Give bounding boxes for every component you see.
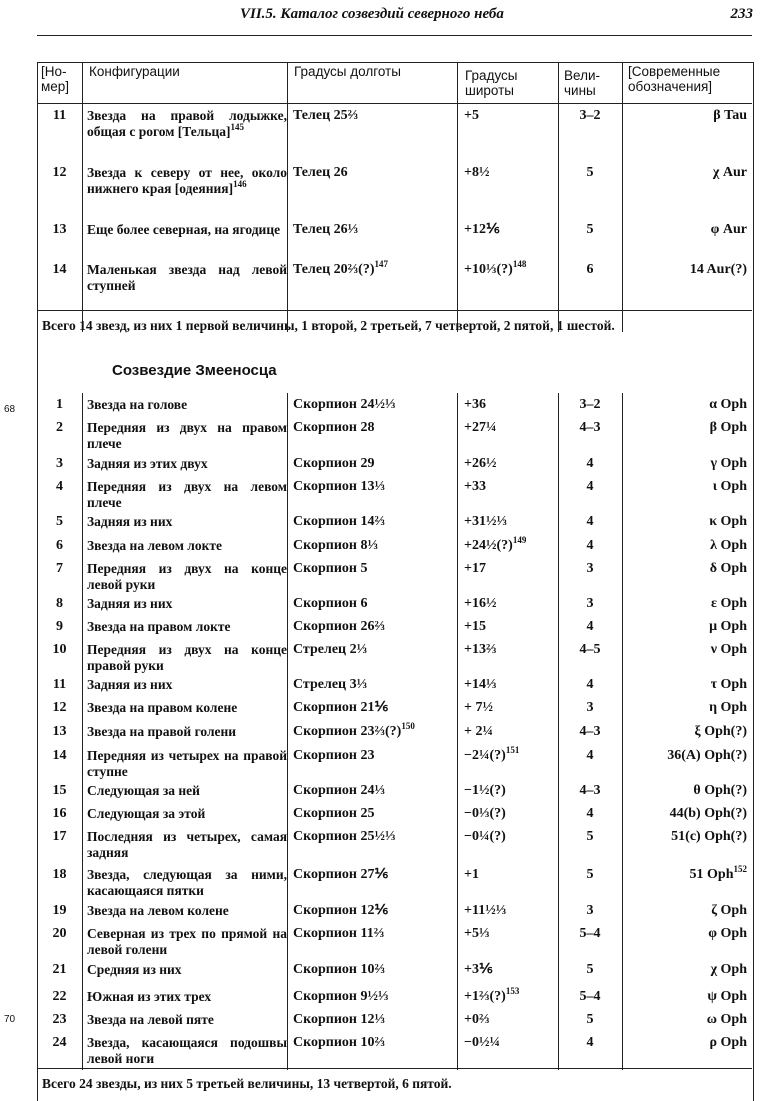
star-configuration: Задняя из них (87, 677, 173, 692)
column-divider (558, 62, 559, 332)
star-longitude: Скорпион 5 (293, 561, 368, 576)
star-longitude: Скорпион 12⅓ (293, 1012, 385, 1027)
star-configuration: Маленькая звезда над левой ступней (87, 262, 287, 293)
star-number: 16 (52, 806, 67, 821)
star-magnitude: 4–5 (579, 642, 601, 657)
star-longitude: Телец 20⅔(?)$^{147}$ (293, 259, 388, 277)
column-divider (287, 393, 288, 1070)
star-longitude: Стрелец 2⅓ (293, 642, 368, 657)
star-configuration: Звезда на правом локте (87, 619, 231, 634)
star-latitude: −1½(?) (464, 783, 506, 798)
star-configuration: Звезда на левом колене (87, 903, 229, 918)
star-magnitude: 3 (586, 596, 594, 611)
star-number: 15 (52, 783, 67, 798)
star-number: 14 (52, 262, 67, 277)
star-configuration: Передняя из двух на правом плече (87, 420, 287, 451)
star-number: 24 (52, 1035, 67, 1050)
star-latitude: +13⅔ (464, 642, 497, 657)
star-longitude: Телец 26 (293, 165, 348, 180)
header-longitude: Градусы долготы (294, 64, 401, 79)
star-number: 17 (52, 829, 67, 844)
star-modern-designation: κ Oph (709, 514, 747, 529)
star-latitude: +36 (464, 397, 486, 412)
star-configuration: Звезда, касающаяся подошвы левой ноги (87, 1035, 287, 1066)
star-number: 14 (52, 748, 67, 763)
star-magnitude: 6 (586, 262, 594, 277)
star-configuration: Средняя из них (87, 962, 182, 977)
margin-number: 68 (4, 404, 16, 415)
star-configuration: Задняя из них (87, 596, 173, 611)
star-modern-designation: ρ Oph (709, 1035, 747, 1050)
header-magnitude: Вели- чины (564, 68, 600, 98)
star-modern-designation: ψ Oph (707, 989, 747, 1004)
star-configuration: Звезда на правой лодыжке, общая с рогом [Тельца]$^{145}$ (87, 108, 287, 139)
star-modern-designation: φ Aur (710, 222, 747, 237)
star-magnitude: 5–4 (579, 926, 601, 941)
column-divider (457, 62, 458, 332)
star-configuration: Звезда, следующая за ними, касающаяся пятки (87, 867, 287, 898)
block-divider (37, 1068, 752, 1069)
star-latitude: +12⅙ (464, 222, 500, 237)
star-configuration: Северная из трех по прямой на левой голени (87, 926, 287, 957)
star-latitude: +8½ (464, 165, 490, 180)
star-longitude: Скорпион 23⅔(?)$^{150}$ (293, 721, 415, 739)
star-modern-designation: φ Oph (708, 926, 747, 941)
star-latitude: + 2¼ (464, 724, 493, 739)
star-longitude: Скорпион 24½⅓ (293, 397, 396, 412)
star-magnitude: 4 (586, 677, 594, 692)
star-magnitude: 5 (586, 222, 594, 237)
star-latitude: +26½ (464, 456, 497, 471)
star-latitude: +3⅙ (464, 962, 493, 977)
header-latitude: Градусы широты (465, 68, 518, 98)
star-magnitude: 5 (586, 1012, 594, 1027)
header-modern: [Современные обозначения] (628, 64, 721, 94)
star-latitude: +14⅓ (464, 677, 497, 692)
star-magnitude: 4 (586, 619, 594, 634)
star-longitude: Скорпион 23 (293, 748, 375, 763)
star-magnitude: 4 (586, 456, 594, 471)
header-rule (37, 35, 752, 36)
star-modern-designation: β Tau (713, 108, 747, 123)
star-number: 4 (56, 479, 63, 494)
star-configuration: Звезда на правом колене (87, 700, 238, 715)
star-modern-designation: β Oph (709, 420, 747, 435)
star-number: 11 (52, 677, 67, 692)
star-modern-designation: 14 Aur(?) (689, 262, 747, 277)
star-modern-designation: α Oph (709, 397, 747, 412)
star-number: 22 (52, 989, 67, 1004)
star-magnitude: 4 (586, 1035, 594, 1050)
header-number: [Но- мер] (41, 64, 70, 94)
star-latitude: −0½¼ (464, 1035, 500, 1050)
star-longitude: Скорпион 25 (293, 806, 375, 821)
star-number: 5 (56, 514, 63, 529)
star-modern-designation: ζ Oph (711, 903, 747, 918)
star-latitude: +5⅓ (464, 926, 490, 941)
star-latitude: −0⅓(?) (464, 806, 506, 821)
column-divider (287, 62, 288, 332)
star-modern-designation: 44(b) Oph(?) (669, 806, 747, 821)
star-latitude: +24½(?)$^{149}$ (464, 535, 527, 553)
star-latitude: +17 (464, 561, 486, 576)
star-latitude: +33 (464, 479, 486, 494)
star-magnitude: 3 (586, 903, 594, 918)
star-longitude: Скорпион 11⅔ (293, 926, 385, 941)
star-longitude: Скорпион 14⅔ (293, 514, 385, 529)
star-configuration: Задняя из них (87, 514, 173, 529)
star-longitude: Скорпион 10⅔ (293, 1035, 385, 1050)
section-title: Созвездие Змееносца (112, 362, 277, 379)
star-modern-designation: ν Oph (710, 642, 747, 657)
star-modern-designation: θ Oph(?) (693, 783, 747, 798)
star-magnitude: 5 (586, 867, 594, 882)
star-magnitude: 4 (586, 479, 594, 494)
star-configuration: Задняя из этих двух (87, 456, 208, 471)
star-configuration: Звезда на голове (87, 397, 188, 412)
star-configuration: Передняя из двух на левом плече (87, 479, 287, 510)
star-number: 3 (56, 456, 63, 471)
star-number: 18 (52, 867, 67, 882)
star-magnitude: 5–4 (579, 989, 601, 1004)
star-modern-designation: μ Oph (709, 619, 747, 634)
star-latitude: +5 (464, 108, 479, 123)
star-magnitude: 4–3 (579, 783, 601, 798)
star-longitude: Скорпион 10⅔ (293, 962, 385, 977)
star-modern-designation: η Oph (709, 700, 747, 715)
column-divider (82, 62, 83, 332)
star-latitude: +1⅔(?)$^{153}$ (464, 986, 520, 1004)
star-configuration: Передняя из двух на конце левой руки (87, 561, 287, 592)
star-configuration: Передняя из четырех на правой ступне (87, 748, 287, 779)
star-modern-designation: τ Oph (710, 677, 747, 692)
star-longitude: Скорпион 21⅙ (293, 700, 389, 715)
star-number: 2 (56, 420, 63, 435)
star-number: 9 (56, 619, 63, 634)
star-number: 19 (52, 903, 67, 918)
star-magnitude: 3 (586, 700, 594, 715)
star-magnitude: 4 (586, 748, 594, 763)
star-configuration: Звезда к северу от нее, около нижнего края [одеяния]$^{146}$ (87, 165, 287, 196)
star-configuration: Звезда на левом локте (87, 538, 222, 553)
margin-number: 70 (4, 1014, 16, 1025)
star-longitude: Телец 26⅓ (293, 222, 359, 237)
star-longitude: Скорпион 25½⅓ (293, 829, 396, 844)
star-magnitude: 3–2 (579, 397, 601, 412)
star-latitude: −0¼(?) (464, 829, 506, 844)
star-configuration: Еще более северная, на ягодице (87, 222, 281, 237)
taurus-summary: Всего 14 звезд, из них 1 первой величины, 1 второй, 2 третьей, 7 четвертой, 2 пятой, 1 шестой. (42, 318, 615, 333)
star-configuration: Следующая за ней (87, 783, 200, 798)
star-longitude: Скорпион 13⅓ (293, 479, 385, 494)
star-magnitude: 4–3 (579, 724, 601, 739)
star-longitude: Стрелец 3⅓ (293, 677, 368, 692)
table-header (37, 62, 752, 104)
star-longitude: Скорпион 9½⅓ (293, 989, 389, 1004)
star-modern-designation: ε Oph (711, 596, 747, 611)
star-number: 6 (56, 538, 63, 553)
header-configurations: Конфигурации (89, 64, 180, 79)
star-longitude: Скорпион 12⅙ (293, 903, 389, 918)
star-magnitude: 3–2 (579, 108, 601, 123)
star-magnitude: 5 (586, 962, 594, 977)
star-latitude: +15 (464, 619, 486, 634)
ophiuchus-summary: Всего 24 звезды, из них 5 третьей величины, 13 четвертой, 6 пятой. (42, 1076, 452, 1091)
star-modern-designation: 51 Oph$^{152}$ (689, 864, 747, 882)
star-latitude: +16½ (464, 596, 497, 611)
page-number: 233 (730, 6, 753, 22)
star-number: 12 (52, 700, 67, 715)
star-modern-designation: δ Oph (709, 561, 747, 576)
column-divider (622, 62, 623, 332)
star-modern-designation: ξ Oph(?) (694, 724, 747, 739)
star-latitude: +31½⅓ (464, 514, 507, 529)
star-number: 8 (56, 596, 63, 611)
star-latitude: +27¼ (464, 420, 497, 435)
star-number: 21 (52, 962, 67, 977)
star-longitude: Скорпион 26⅔ (293, 619, 385, 634)
star-modern-designation: 51(c) Oph(?) (671, 829, 747, 844)
star-modern-designation: χ Aur (712, 165, 747, 180)
star-configuration: Следующая за этой (87, 806, 206, 821)
star-longitude: Телец 25⅔ (293, 108, 359, 123)
star-modern-designation: 36(A) Oph(?) (667, 748, 747, 763)
star-modern-designation: χ Oph (710, 962, 747, 977)
star-configuration: Передняя из двух на конце правой руки (87, 642, 287, 673)
star-number: 10 (52, 642, 67, 657)
star-magnitude: 4 (586, 806, 594, 821)
star-modern-designation: ι Oph (712, 479, 747, 494)
star-latitude: −2¼(?)$^{151}$ (464, 745, 520, 763)
star-latitude: +10⅓(?)$^{148}$ (464, 259, 527, 277)
star-modern-designation: γ Oph (710, 456, 747, 471)
star-magnitude: 4 (586, 514, 594, 529)
star-longitude: Скорпион 28 (293, 420, 375, 435)
star-number: 23 (52, 1012, 67, 1027)
star-configuration: Последняя из четырех, самая задняя (87, 829, 287, 860)
star-magnitude: 3 (586, 561, 594, 576)
star-longitude: Скорпион 6 (293, 596, 368, 611)
star-longitude: Скорпион 29 (293, 456, 375, 471)
star-magnitude: 4 (586, 538, 594, 553)
star-number: 11 (52, 108, 67, 123)
star-magnitude: 4–3 (579, 420, 601, 435)
star-longitude: Скорпион 8⅓ (293, 538, 378, 553)
star-number: 12 (52, 165, 67, 180)
star-configuration: Звезда на правой голени (87, 724, 237, 739)
running-title: VII.5. Каталог созвездий северного неба (240, 6, 504, 22)
block-divider (37, 310, 752, 311)
star-configuration: Южная из этих трех (87, 989, 212, 1004)
star-number: 20 (52, 926, 67, 941)
star-longitude: Скорпион 27⅙ (293, 867, 389, 882)
star-number: 7 (56, 561, 63, 576)
star-modern-designation: λ Oph (710, 538, 747, 553)
star-latitude: +1 (464, 867, 479, 882)
star-latitude: + 7½ (464, 700, 493, 715)
star-modern-designation: ω Oph (706, 1012, 747, 1027)
star-number: 13 (52, 724, 67, 739)
star-magnitude: 5 (586, 165, 594, 180)
star-longitude: Скорпион 24⅓ (293, 783, 385, 798)
star-latitude: +11½⅓ (464, 903, 507, 918)
star-number: 13 (52, 222, 67, 237)
star-magnitude: 5 (586, 829, 594, 844)
star-number: 1 (56, 397, 63, 412)
star-latitude: +0⅔ (464, 1012, 490, 1027)
column-divider (82, 393, 83, 1070)
star-configuration: Звезда на левой пяте (87, 1012, 214, 1027)
